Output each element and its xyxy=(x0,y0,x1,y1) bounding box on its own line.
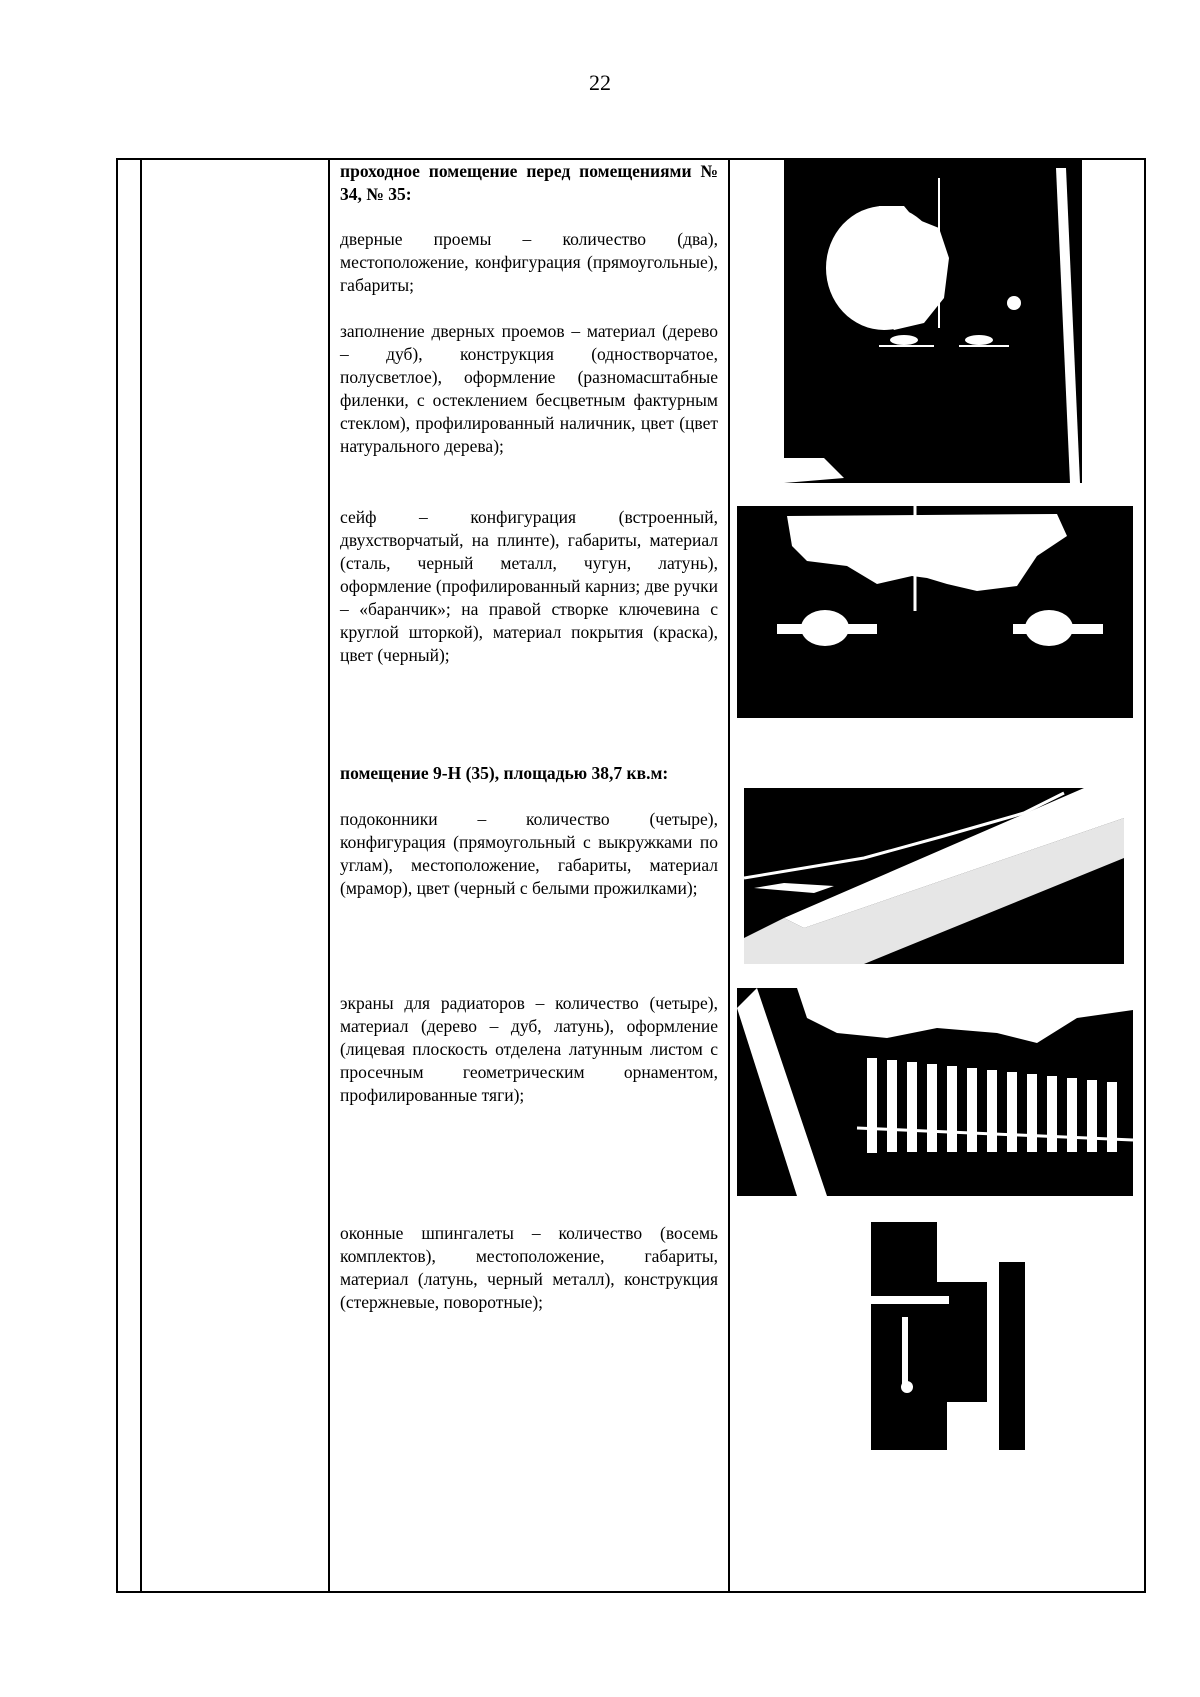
espagnolettes-text: оконные шпингалеты – количество (восемь комплектов), местоположение, габариты, материал (латунь, черный металл), конструкция (стержневые, поворотные); xyxy=(340,1223,718,1312)
windowsill-photo xyxy=(744,788,1124,964)
radiator-screens-text: экраны для радиаторов – количество (четыре), материал (дерево – дуб, латунь), оформление (лицевая плоскость отделена латунным листом с просечным геометрическим орнаментом, профилированные тяги); xyxy=(340,993,718,1105)
windowsills-text: подоконники – количество (четыре), конфигурация (прямоугольный с выкружками по углам), местоположение, габариты, материал (мрамор), цвет (черный с белыми прожилками); xyxy=(340,809,718,898)
door-fill-text: заполнение дверных проемов – материал (дерево – дуб), конструкция (одностворчатое, полусветлое), оформление (разномасштабные филенки, с остеклением бесцветным фактурным стеклом), профилированный наличник, цвет (цвет натурального дерева); xyxy=(340,321,718,456)
passage-heading: проходное помещение перед помещениями № 34, № 35: xyxy=(340,161,718,204)
column-divider-3 xyxy=(728,160,730,1591)
safe-photo xyxy=(737,506,1133,718)
page-number: 22 xyxy=(589,70,611,95)
door-photo xyxy=(784,158,1082,483)
room-heading: помещение 9-Н (35), площадью 38,7 кв.м: xyxy=(340,763,669,783)
radiator-screen-photo xyxy=(737,988,1133,1196)
column-divider-1 xyxy=(140,160,142,1591)
safe-text: сейф – конфигурация (встроенный, двухстворчатый, на плинте), габариты, материал (сталь, черный металл, чугун, латунь), оформление (профилированный карниз; две ручки – «баранчик»; на правой створке ключевина с круглой шторкой), материал покрытия (краска), цвет (черный); xyxy=(340,507,718,665)
espagnolette-photo xyxy=(847,1222,1025,1450)
column-divider-2 xyxy=(328,160,330,1591)
door-openings-text: дверные проемы – количество (два), местоположение, конфигурация (прямоугольные), габариты; xyxy=(340,229,718,295)
